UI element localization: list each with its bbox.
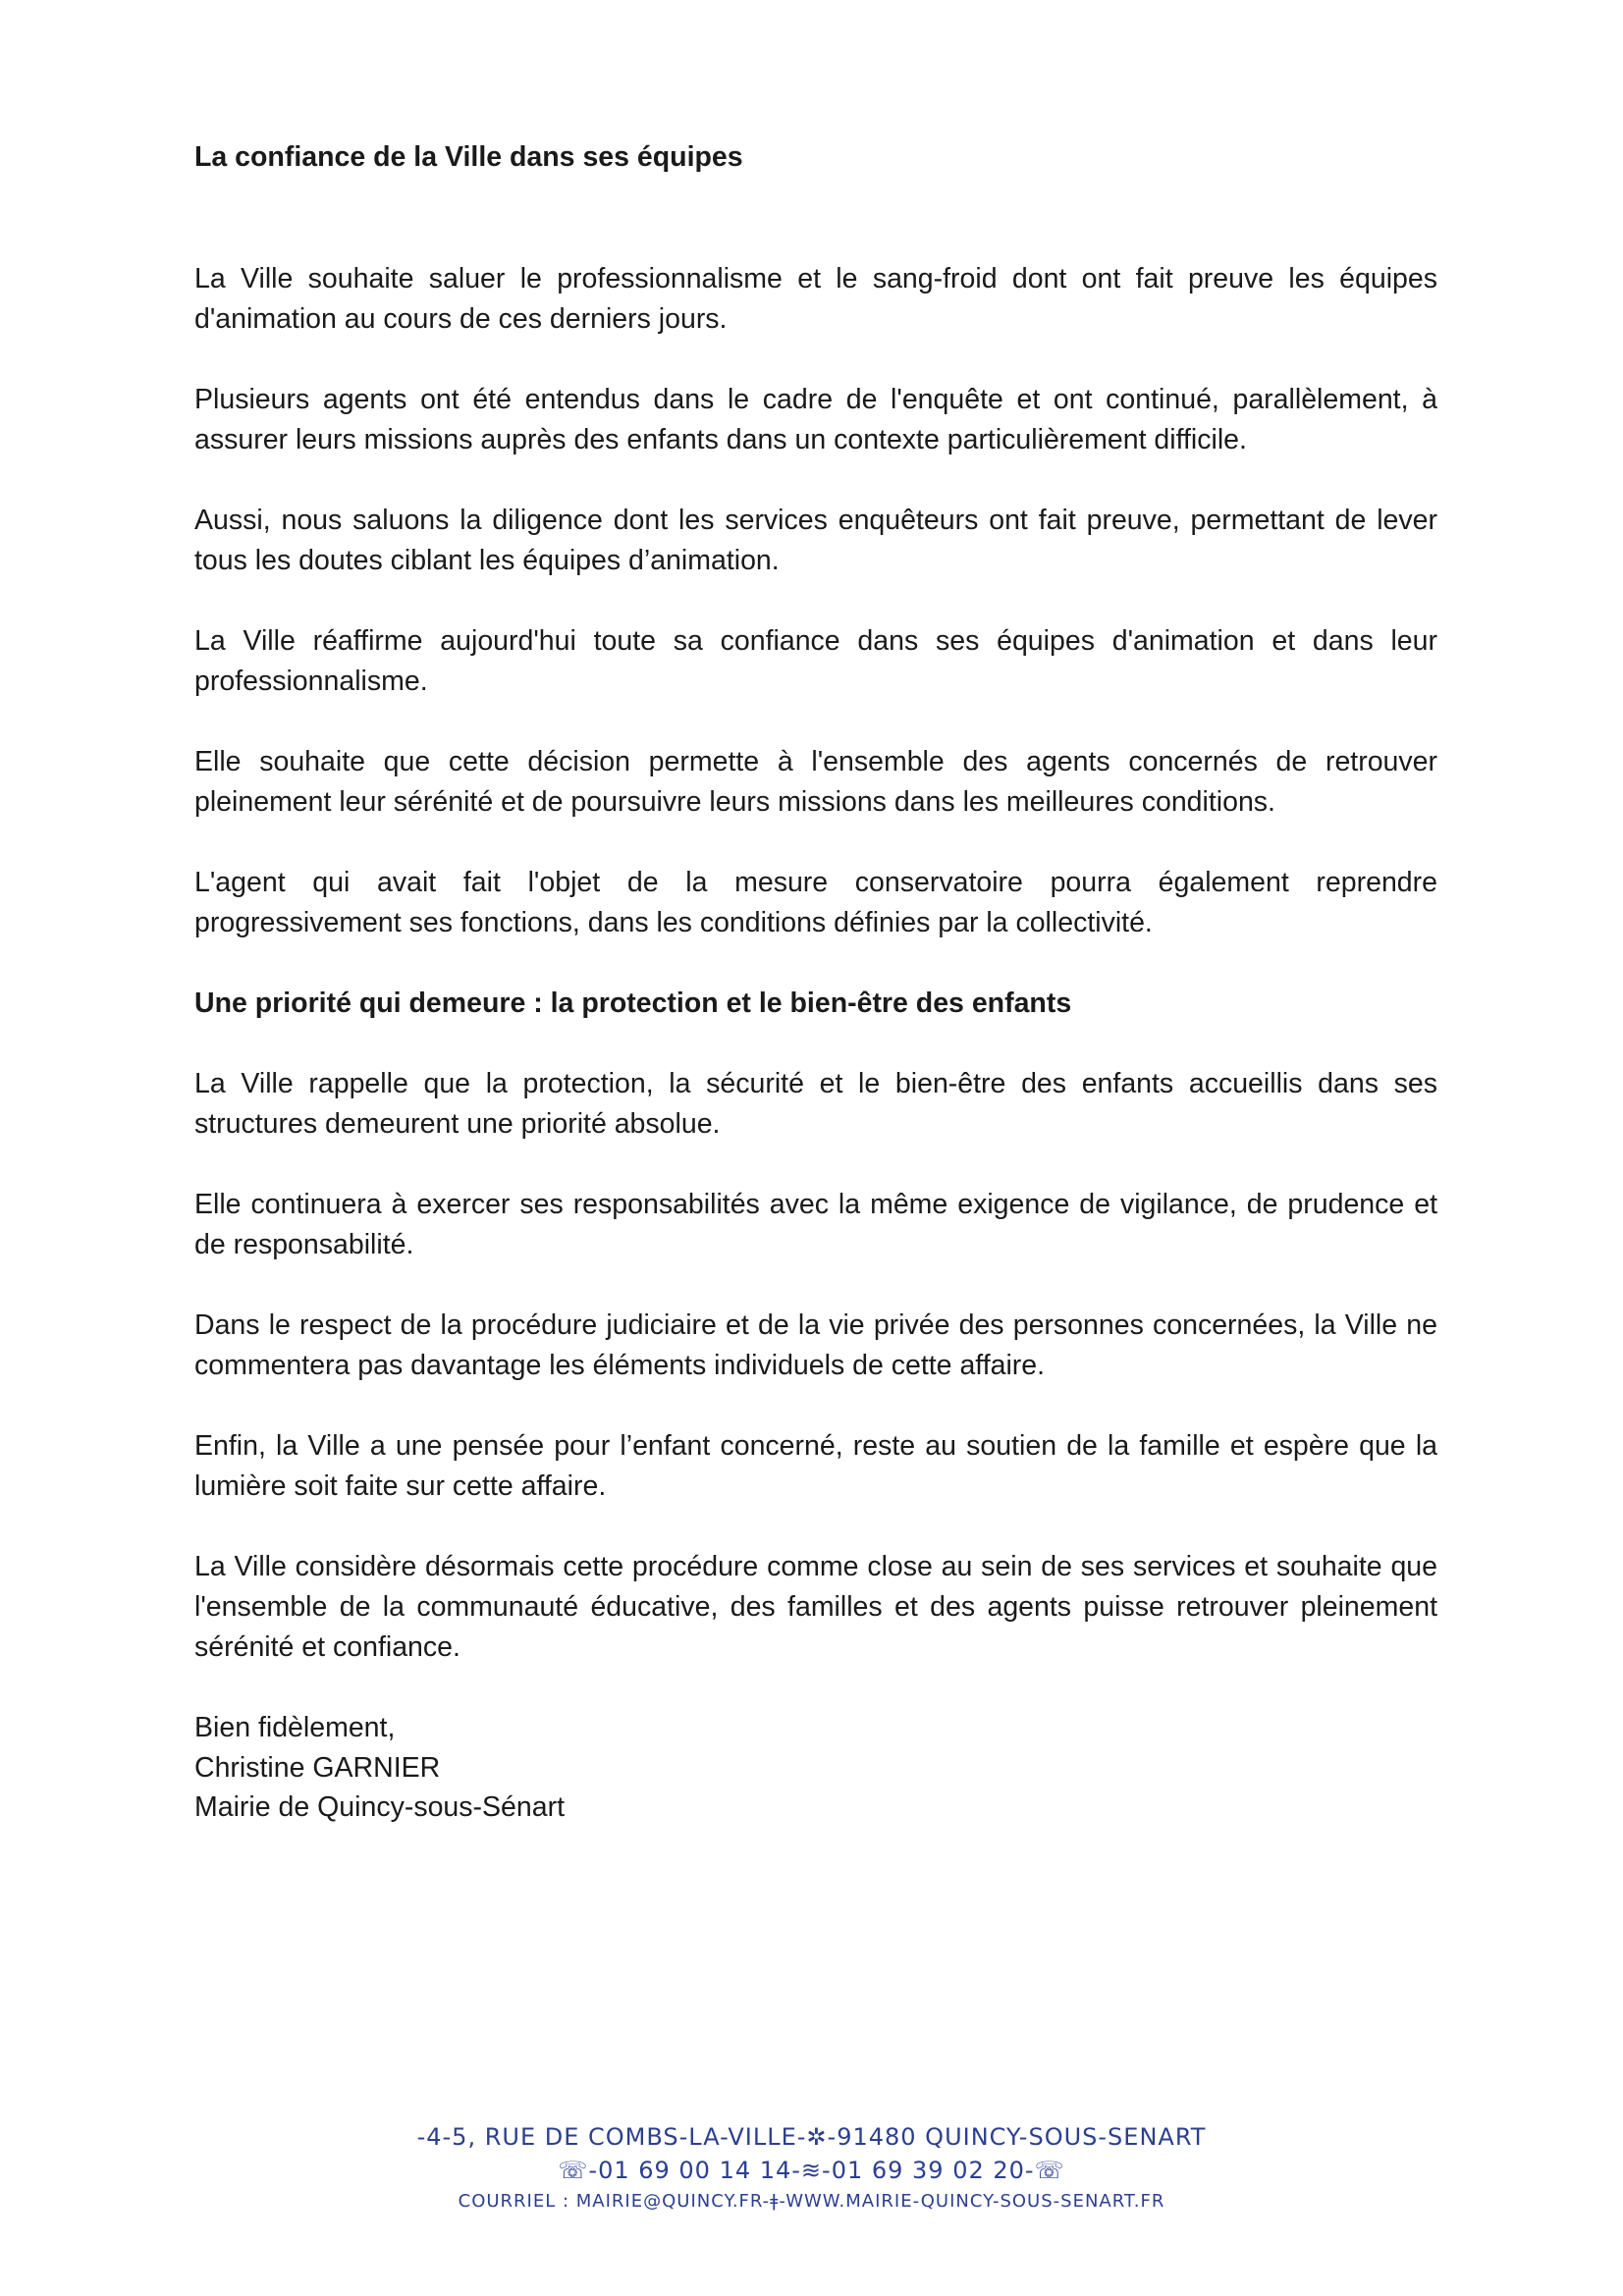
paragraph: Plusieurs agents ont été entendus dans le cadre de l'enquête et ont continué, parallèlement, à assurer leurs missions auprès des enfants dans un contexte particulièrement difficile. [194, 384, 1437, 455]
letter-body [194, 137, 1437, 1827]
footer-contact: COURRIEL : MAIRIE@QUINCY.FR-ǂ-WWW.MAIRIE-QUINCY-SOUS-SENART.FR [458, 2191, 1165, 2212]
paragraph: La Ville réaffirme aujourd'hui toute sa confiance dans ses équipes d'animation et dans leur professionnalisme. [194, 625, 1437, 697]
signature-name: Christine GARNIER [194, 1752, 441, 1784]
paragraph: La Ville rappelle que la protection, la sécurité et le bien-être des enfants accueillis dans ses structures demeurent une priorité absolue. [194, 1068, 1437, 1140]
paragraph: Enfin, la Ville a une pensée pour l’enfant concerné, reste au soutien de la famille et espère que la lumière soit faite sur cette affaire. [194, 1430, 1437, 1502]
footer-address: -4-5, RUE DE COMBS-LA-VILLE-✲-91480 QUINCY-SOUS-SENART [416, 2123, 1207, 2151]
paragraph: Elle souhaite que cette décision permette à l'ensemble des agents concernés de retrouver pleinement leur sérénité et de poursuivre leurs missions dans les meilleures conditions. [194, 746, 1437, 818]
signature-organization: Mairie de Quincy-sous-Sénart [194, 1791, 565, 1823]
paragraph: L'agent qui avait fait l'objet de la mesure conservatoire pourra également reprendre progressivement ses fonctions, dans les conditions définies par la collectivité. [194, 867, 1437, 938]
footer-phone: ☏-01 69 00 14 14-≋-01 69 39 02 20-☏ [558, 2157, 1065, 2184]
paragraph: Aussi, nous saluons la diligence dont les services enquêteurs ont fait preuve, permettant de lever tous les doutes ciblant les équipes d’animation. [194, 505, 1437, 576]
paragraph: La Ville considère désormais cette procédure comme close au sein de ses services et souhaite que l'ensemble de la communauté éducative, des familles et des agents puisse retrouver pleinement sérénité et confiance. [194, 1551, 1437, 1663]
section-title-confidence: La confiance de la Ville dans ses équipes [194, 141, 743, 173]
paragraph: La Ville souhaite saluer le professionnalisme et le sang-froid dont ont fait preuve les équipes d'animation au cours de ces derniers jours. [194, 263, 1437, 335]
section-title-priority: Une priorité qui demeure : la protection et le bien-être des enfants [194, 988, 1072, 1019]
paragraph: Elle continuera à exercer ses responsabilités avec la même exigence de vigilance, de prudence et de responsabilité. [194, 1189, 1437, 1260]
paragraph: Dans le respect de la procédure judiciaire et de la vie privée des personnes concernées, la Ville ne commentera pas davantage les éléments individuels de cette affaire. [194, 1309, 1437, 1381]
closing-line: Bien fidèlement, [194, 1712, 396, 1743]
letterhead-footer [0, 2120, 1623, 2216]
